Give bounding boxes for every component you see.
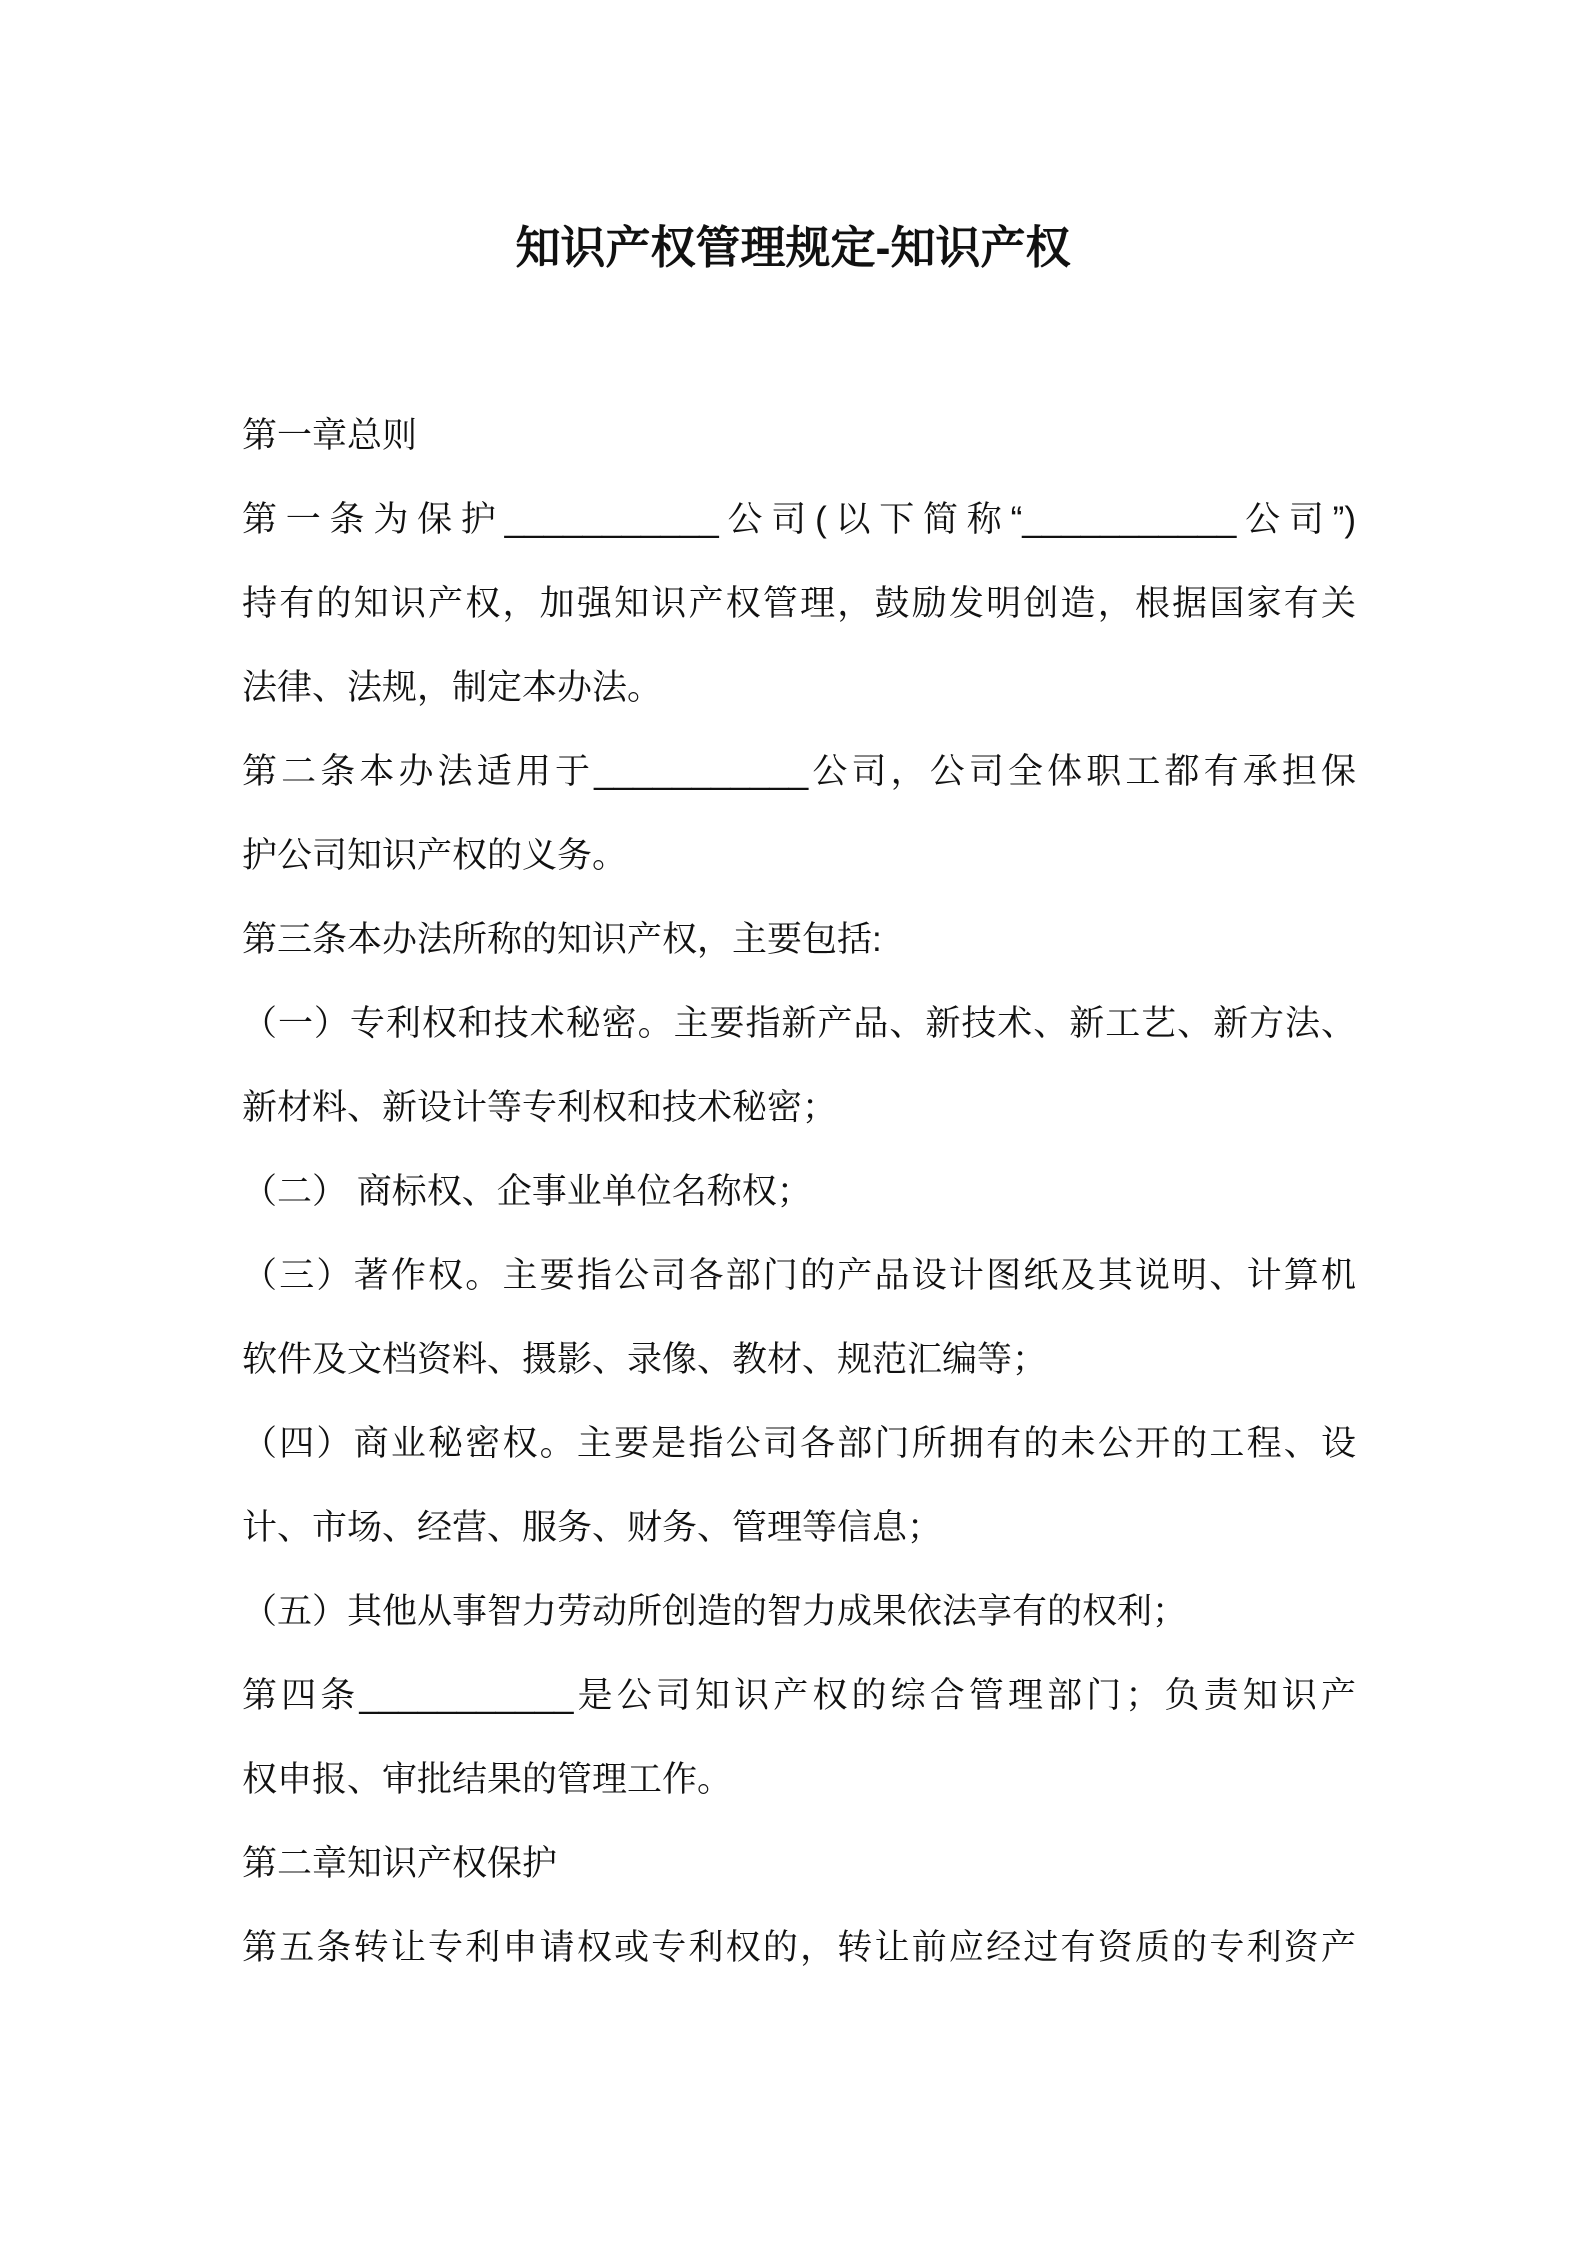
paragraph-line: 法律、法规，制定本办法。 xyxy=(242,668,663,707)
paragraph-line: 第三条本办法所称的知识产权，主要包括: xyxy=(242,920,882,959)
list-item xyxy=(242,1150,1356,1234)
list-item xyxy=(242,982,1356,1150)
paragraph-line: 护公司知识产权的义务。 xyxy=(242,836,628,875)
paragraph-line: 第二章知识产权保护 xyxy=(242,1844,558,1883)
article-paragraph xyxy=(242,478,1356,730)
paragraph-line: 第二条本办法适用于___________公司，公司全体职工都有承担保 xyxy=(242,752,1356,791)
chapter-heading xyxy=(242,394,1356,478)
document-body xyxy=(242,394,1356,1990)
paragraph-line: 第一条为保护___________公司(以下简称“___________公司”) xyxy=(242,500,1356,539)
article-paragraph xyxy=(242,1906,1356,1990)
paragraph-line: 持有的知识产权，加强知识产权管理，鼓励发明创造，根据国家有关 xyxy=(242,584,1356,623)
paragraph-line: 第一章总则 xyxy=(242,416,418,455)
paragraph-line: 计、市场、经营、服务、财务、管理等信息； xyxy=(242,1508,943,1547)
paragraph-line: （二） 商标权、企事业单位名称权； xyxy=(242,1172,812,1211)
article-paragraph xyxy=(242,1654,1356,1822)
article-paragraph xyxy=(242,730,1356,898)
chapter-heading xyxy=(242,1822,1356,1906)
list-item xyxy=(242,1402,1356,1570)
list-item xyxy=(242,1570,1356,1654)
article-paragraph xyxy=(242,898,1356,982)
paragraph-line: 第五条转让专利申请权或专利权的，转让前应经过有资质的专利资产 xyxy=(242,1928,1356,1967)
paragraph-line: 软件及文档资料、摄影、录像、教材、规范汇编等； xyxy=(242,1340,1048,1379)
paragraph-line: （四）商业秘密权。主要是指公司各部门所拥有的未公开的工程、设 xyxy=(242,1424,1356,1463)
paragraph-line: 权申报、审批结果的管理工作。 xyxy=(242,1760,733,1799)
paragraph-line: （三）著作权。主要指公司各部门的产品设计图纸及其说明、计算机 xyxy=(242,1256,1356,1295)
paragraph-line: （五）其他从事智力劳动所创造的智力成果依法享有的权利； xyxy=(242,1592,1188,1631)
document-title: 知识产权管理规定-知识产权 xyxy=(515,222,1071,273)
paragraph-line: 新材料、新设计等专利权和技术秘密； xyxy=(242,1088,838,1127)
paragraph-line: （一）专利权和技术秘密。主要指新产品、新技术、新工艺、新方法、 xyxy=(242,1004,1356,1043)
paragraph-line: 第四条___________是公司知识产权的综合管理部门；负责知识产 xyxy=(242,1676,1356,1715)
list-item xyxy=(242,1234,1356,1402)
